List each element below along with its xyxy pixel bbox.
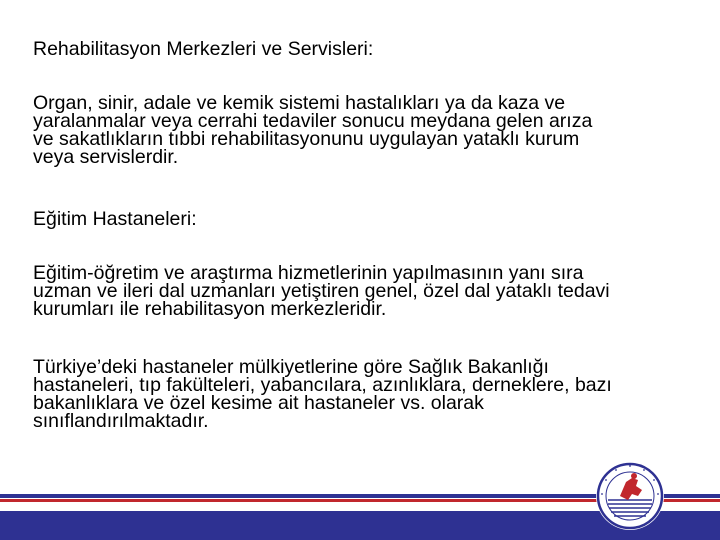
university-seal-icon (596, 462, 664, 530)
heading-rehabilitation-centers: Rehabilitasyon Merkezleri ve Servisleri: (33, 38, 374, 60)
heading-training-hospitals: Eğitim Hastaneleri: (33, 208, 197, 230)
paragraph-rehabilitation-definition: Organ, sinir, adale ve kemik sistemi hastalıkları ya da kaza ve yaralanmalar veya cerrahi tedaviler sonucu meydana gelen arıza ve sakatlıkların tıbbi rehabilitasyonunu uygulayan yataklı kurum veya servislerdir. (33, 92, 593, 168)
paragraph-training-definition: Eğitim-öğretim ve araştırma hizmetlerinin yapılmasının yanı sıra uzman ve ileri dal uzmanları yetiştiren genel, özel dal yataklı tedavi kurumları ile rehabilitasyon merkezleridir. (33, 262, 610, 320)
paragraph-ownership-classification: Türkiye’deki hastaneler mülkiyetlerine göre Sağlık Bakanlığı hastaneleri, tıp fakülteleri, yabancılara, azınlıklara, derneklere, bazı bakanlıklara ve özel kesime ait hastaneler vs. olarak sınıflandırılmaktadır. (33, 356, 612, 432)
